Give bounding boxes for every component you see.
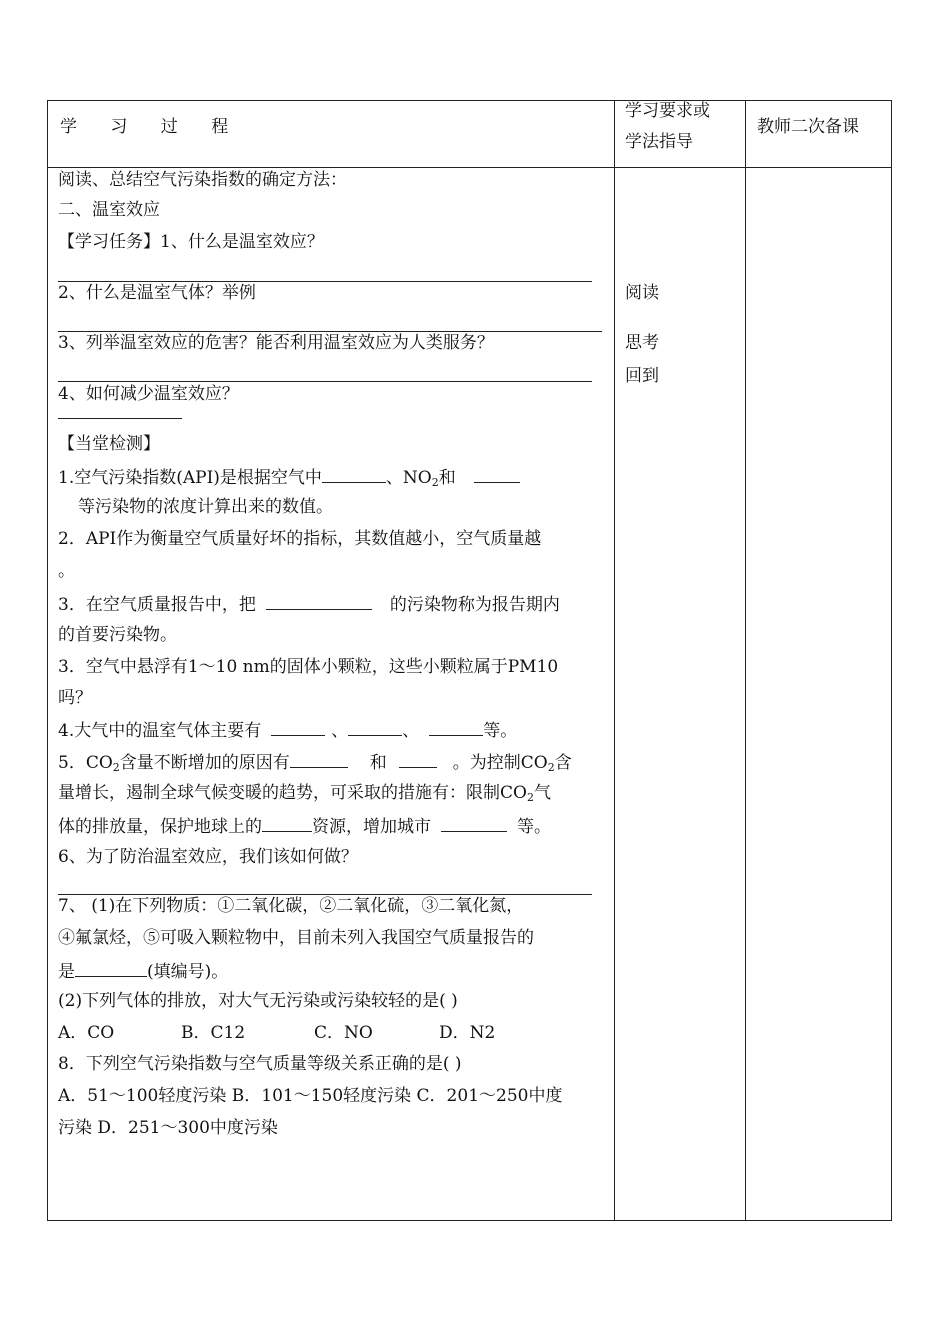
header-guide-line2: 学法指导 xyxy=(625,132,693,152)
column-divider-2 xyxy=(745,101,746,1220)
c7-option-c: C．NO xyxy=(314,1023,373,1043)
check-question-8-line3: 污染 D．251～300中度污染 xyxy=(58,1118,278,1138)
c7-line3-text-a: 是 xyxy=(58,962,75,982)
intro-text: 阅读、总结空气污染指数的确定方法： xyxy=(58,170,347,190)
c3-text-b: 的污染物称为报告期内 xyxy=(389,595,560,615)
c7-option-d: D．N2 xyxy=(439,1023,496,1043)
c4-sep-2: 、 xyxy=(402,721,420,741)
c5-text-e: 含 xyxy=(554,753,572,773)
check-question-7-part2: (2)下列气体的排放，对大气无污染或污染较轻的是( ) xyxy=(58,991,458,1011)
c1-text-c: 和 xyxy=(438,468,456,488)
header-guide-line1: 学习要求或 xyxy=(625,101,710,121)
check-question-7-line3 xyxy=(58,960,228,982)
c1-blank-2 xyxy=(474,466,520,483)
task-question-3: 3、列举温室效应的危害？能否利用温室效应为人类服务？ xyxy=(58,333,494,353)
c3-blank xyxy=(266,593,372,610)
c7-option-a: A．CO xyxy=(58,1023,115,1043)
check-question-1 xyxy=(58,466,520,493)
c5-text-a: 5．CO xyxy=(58,753,113,773)
c4-blank-2 xyxy=(348,719,402,736)
c5-blank-2 xyxy=(399,751,437,768)
task-question-2: 2、什么是温室气体？举例 xyxy=(58,283,256,303)
answer-line-3 xyxy=(58,381,592,382)
c5-text-d: 。为控制CO xyxy=(452,753,548,773)
answer-line-6 xyxy=(58,894,592,895)
check-question-3b-line2: 吗？ xyxy=(58,688,92,708)
guide-think: 思考 xyxy=(625,333,659,353)
check-question-4 xyxy=(58,719,517,741)
check-question-7: 7、 (1)在下列物质：①二氧化碳，②二氧化硫，③二氧化氮， xyxy=(58,896,524,916)
answer-line-2 xyxy=(58,331,602,332)
check-question-3b: 3．空气中悬浮有1～10 nm的固体小颗粒，这些小颗粒属于PM10 xyxy=(58,657,559,677)
c5-line2-text: 量增长，遏制全球气候变暖的趋势，可采取的措施有：限制CO xyxy=(58,783,527,803)
check-question-2: 2．API作为衡量空气质量好坏的指标，其数值越小，空气质量越 xyxy=(58,529,542,549)
check-question-1-line2: 等污染物的浓度计算出来的数值。 xyxy=(78,497,333,517)
check-question-3-line2: 的首要污染物。 xyxy=(58,625,177,645)
guide-return: 回到 xyxy=(625,366,659,386)
task-question-4: 4、如何减少温室效应？ xyxy=(58,384,239,404)
c5-subscript-2: 2 xyxy=(547,761,555,774)
section-title: 二、温室效应 xyxy=(58,200,160,220)
c4-blank-3 xyxy=(429,719,483,736)
c5-line3-text-b: 资源，增加城市 xyxy=(312,817,431,837)
c7-line3-text-b: (填编号)。 xyxy=(147,962,229,982)
c7-blank xyxy=(75,960,147,977)
c4-text-d: 等。 xyxy=(483,721,518,741)
c5-line2-subscript: 2 xyxy=(526,791,534,804)
c5-line2-end: 气 xyxy=(533,783,551,803)
header-learning-process: 学 习 过 程 xyxy=(60,117,243,137)
c5-text-c: 和 xyxy=(369,753,387,773)
check-question-5-line2 xyxy=(58,783,551,808)
c5-subscript: 2 xyxy=(112,761,120,774)
c1-blank-1 xyxy=(322,466,386,483)
guide-read: 阅读 xyxy=(625,283,659,303)
check-question-2-line2: 。 xyxy=(58,561,75,581)
c1-subscript: 2 xyxy=(431,476,439,489)
c5-text-b: 含量不断增加的原因有 xyxy=(119,753,290,773)
check-question-7-line2: ④氟氯烃，⑤可吸入颗粒物中，目前未列入我国空气质量报告的 xyxy=(58,928,534,948)
task-label: 【学习任务】 xyxy=(58,232,160,252)
c7-option-b: B．C12 xyxy=(181,1023,246,1043)
check-question-5 xyxy=(58,751,572,778)
c4-sep-1: 、 xyxy=(331,721,349,741)
c5-blank-4 xyxy=(441,815,507,832)
task-question-1 xyxy=(58,232,324,252)
check-label: 【当堂检测】 xyxy=(58,434,160,454)
column-divider-1 xyxy=(614,101,615,1220)
q1-text: 1、什么是温室效应？ xyxy=(160,232,324,252)
c5-blank-3 xyxy=(262,815,312,832)
c5-line3-text-c: 等。 xyxy=(517,817,551,837)
answer-line-4 xyxy=(58,418,182,419)
check-question-8: 8．下列空气污染指数与空气质量等级关系正确的是( ) xyxy=(58,1054,462,1074)
check-question-6: 6、为了防治温室效应，我们该如何做？ xyxy=(58,847,358,867)
c5-line3-text-a: 体的排放量，保护地球上的 xyxy=(58,817,262,837)
check-question-8-line2: A．51～100轻度污染 B．101～150轻度污染 C．201～250中度 xyxy=(58,1086,563,1106)
c1-text-b: 、NO xyxy=(385,468,432,488)
c4-blank-1 xyxy=(271,719,325,736)
header-divider xyxy=(48,167,891,168)
c3-text-a: 3．在空气质量报告中，把 xyxy=(58,595,256,615)
c1-text-a: 1.空气污染指数(API)是根据空气中 xyxy=(58,468,322,488)
c4-text-a: 4.大气中的温室气体主要有 xyxy=(58,721,262,741)
check-question-3 xyxy=(58,593,560,615)
header-teacher-notes: 教师二次备课 xyxy=(757,117,859,137)
check-question-5-line3 xyxy=(58,815,551,837)
c5-blank-1 xyxy=(290,751,348,768)
answer-line-1 xyxy=(58,281,592,282)
